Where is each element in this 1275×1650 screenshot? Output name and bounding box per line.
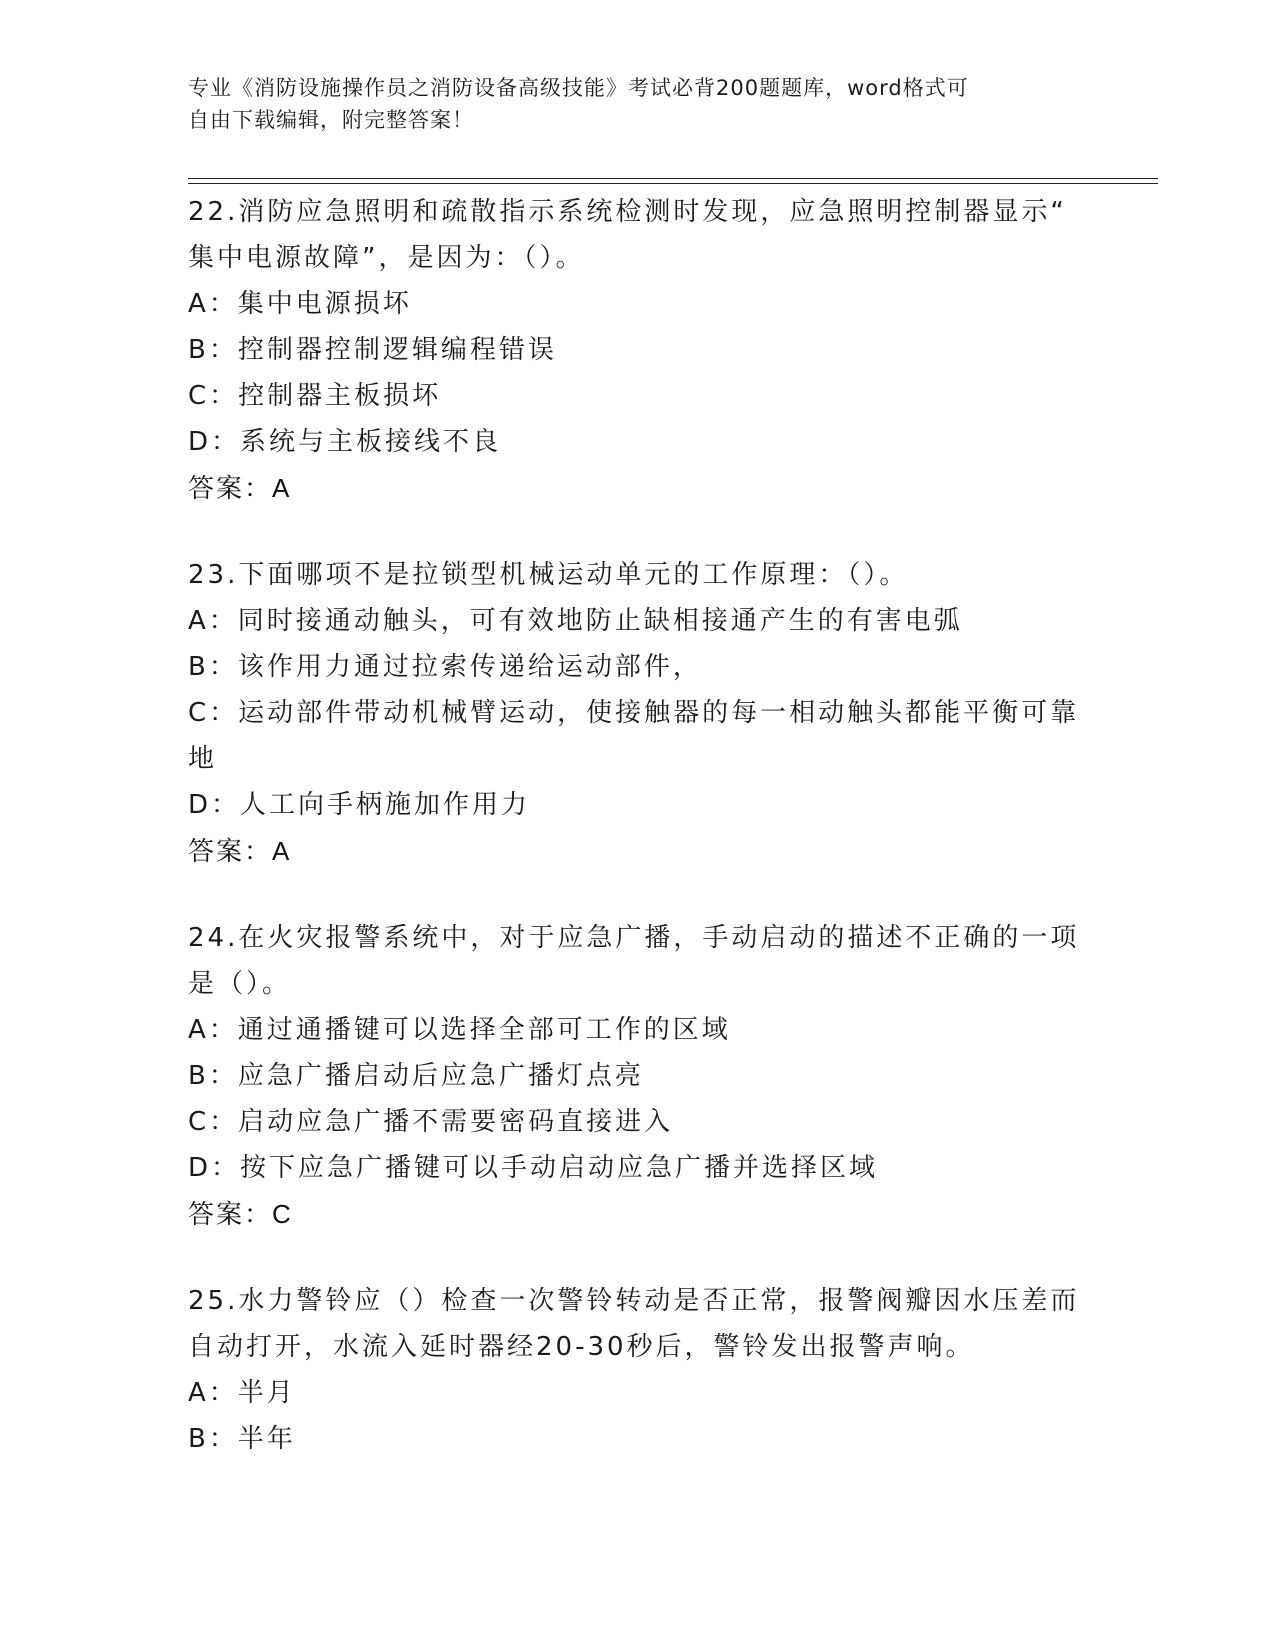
option-c: C：启动应急广播不需要密码直接进入 bbox=[188, 1107, 674, 1137]
question-25 bbox=[188, 1278, 1080, 1462]
option-d: D：按下应急广播键可以手动启动应急广播并选择区域 bbox=[188, 1153, 879, 1183]
question-22 bbox=[188, 189, 1068, 511]
question-stem-line: 集中电源故障”，是因为：（）。 bbox=[188, 243, 585, 273]
option-c: C：运动部件带动机械臂运动，使接触器的每一相动触头都能平衡可靠 bbox=[188, 698, 1080, 728]
option-d: D：人工向手柄施加作用力 bbox=[188, 790, 531, 820]
option-b: B：半年 bbox=[188, 1424, 296, 1454]
question-stem-line: 是（）。 bbox=[188, 969, 292, 999]
option-c-continued: 地 bbox=[188, 744, 218, 774]
header-line-2: 自由下载编辑，附完整答案！ bbox=[188, 108, 474, 132]
question-stem-line: 25.水力警铃应（）检查一次警铃转动是否正常，报警阀瓣因水压差而 bbox=[188, 1286, 1080, 1316]
option-c: C：控制器主板损坏 bbox=[188, 381, 442, 411]
question-stem-line: 自动打开，水流入延时器经20-30秒后，警铃发出报警声响。 bbox=[188, 1332, 975, 1362]
answer-line: 答案：A bbox=[188, 473, 292, 503]
question-stem-line: 24.在火灾报警系统中，对于应急广播，手动启动的描述不正确的一项 bbox=[188, 923, 1080, 953]
option-b: B：控制器控制逻辑编程错误 bbox=[188, 335, 557, 365]
option-d: D：系统与主板接线不良 bbox=[188, 427, 502, 457]
question-24 bbox=[188, 915, 1080, 1237]
question-stem-line: 22.消防应急照明和疏散指示系统检测时发现，应急照明控制器显示“ bbox=[188, 197, 1067, 227]
option-a: A：半月 bbox=[188, 1378, 296, 1408]
question-23 bbox=[188, 552, 1080, 874]
header-line-1: 专业《消防设施操作员之消防设备高级技能》考试必背200题题库，word格式可 bbox=[188, 76, 969, 100]
answer-line: 答案：C bbox=[188, 1199, 293, 1229]
question-stem-line: 23.下面哪项不是拉锁型机械运动单元的工作原理：（）。 bbox=[188, 560, 909, 590]
option-a: A：同时接通动触头，可有效地防止缺相接通产生的有害电弧 bbox=[188, 606, 963, 636]
header-divider-top bbox=[188, 178, 1158, 179]
option-a: A：通过通播键可以选择全部可工作的区域 bbox=[188, 1015, 731, 1045]
option-b: B：应急广播启动后应急广播灯点亮 bbox=[188, 1061, 644, 1091]
document-header bbox=[188, 72, 1088, 136]
option-a: A：集中电源损坏 bbox=[188, 289, 412, 319]
option-b: B：该作用力通过拉索传递给运动部件， bbox=[188, 652, 702, 682]
answer-line: 答案：A bbox=[188, 836, 292, 866]
header-divider-bottom bbox=[188, 183, 1158, 184]
